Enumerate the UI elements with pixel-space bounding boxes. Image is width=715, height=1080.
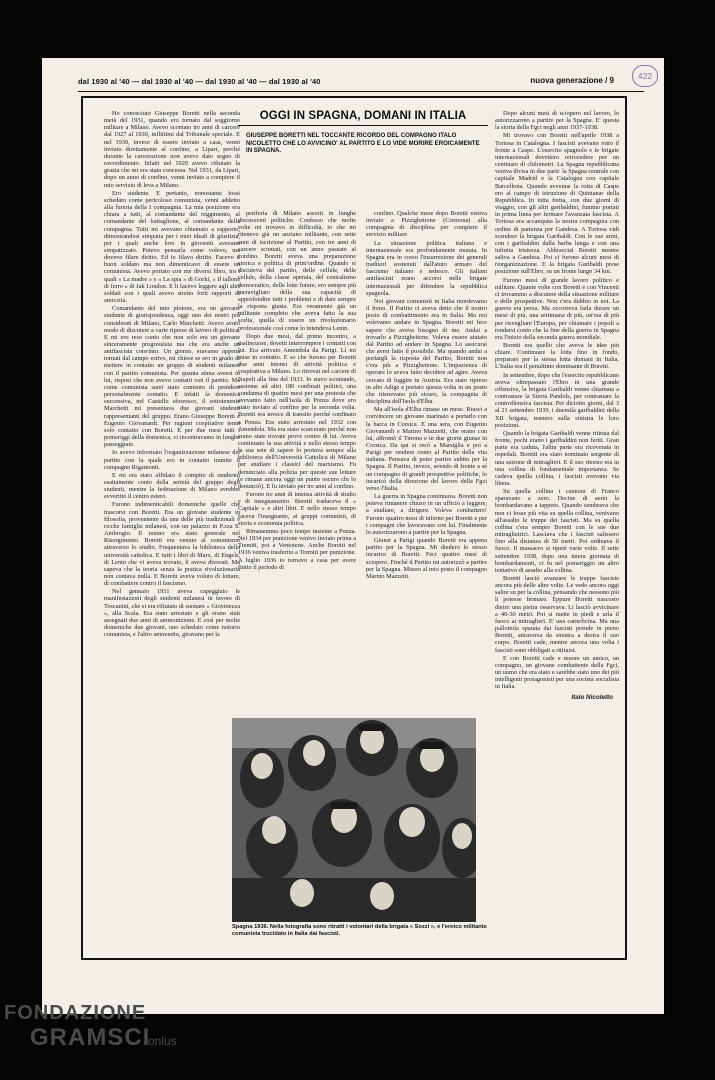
running-head-right: nuova generazione / 9 — [530, 76, 614, 85]
group-photo-illustration — [232, 718, 476, 922]
paragraph: Comandante del mio plotone, era un giovane studente di giurisprudenza, oggi uno dei nostri più considerati di Milano, Carlo Marchetti. Avevo avuto modo di discutere a varie riprese di lavoro di politica. E mi ero reso conto che non solo era un giovane sinceramente progressista ma che era anche un antifascista convinto. Un giorno, eravamo appena tornati dal campo estivo, mi chiese se ero in grado di mettere in contatto un gruppo di studenti milanesi con il partito comunista. Per quanta stima avessi in lui, risposi che non avevo contatti con il partito. Ma come comunista sarei stato contento di prendere personalmente contatto. E infatti la domenica successiva, nel Castello sforzesco, il sottotenente Marchetti mi presentava due giovani studenti rappresentanti del gruppo. Erano Giuseppe Boretti e Eugenio Giovanardi. Per ragioni cospirative tenni solo contatto con Boretti. E per due mesi tutti i pomeriggi della domenica, ci incontravamo in lunghe passeggiate. — [104, 305, 240, 449]
article-header — [238, 108, 488, 204]
newspaper-page — [42, 58, 664, 1014]
paragraph: Giunsi a Parigi quando Boretti era appena partito per la Spagna. Mi diedero lo stesso incarico di Boretti. Feci quattro mesi di sciopero. Finché il Partito mi autorizzò a partire per la Spagna. Misero al mio posto il compagno Marino Mazzetti. — [366, 537, 487, 580]
column-4 — [495, 110, 619, 952]
column-4-paragraphs — [495, 110, 619, 691]
photo-caption: Spagna 1936. Nella fotografia sono ritratti i volontari della brigata « Sozzi », e l'eroico militante comunista trucidato in Italia dai fascisti. — [232, 924, 487, 937]
paragraph: Io avevo informato l'organizzazione milanese del partito con la quale ero in contatto tramite il compagno Rigamonti. — [104, 449, 240, 471]
watermark-line2: GRAMSCI — [30, 1024, 151, 1051]
paragraph: Su quella collina i cannoni di Franco sparavano a zero. Decine di aerei la bombardavano a tappeto. Quando sembrava che non ci fosse più vita su quella collina, venivano all'assalto le truppe dei fascisti. Ma su quella collina c'era sempre Boretti con le sue due mitragliatrici. Lasciava che i fascisti salissero fino alla distanza di 50 metri. Poi ordinava il fuoco. Il massacro si ripeté varie volte. Il sette settembre 1938, dopo una intera giornata di bombardamenti, ci fu nel pomeriggio un altro tentativo di assalto alla collina. — [495, 488, 619, 574]
paragraph: Nel gennaio 1931 aveva capeggiato le manifestazioni degli studenti milanesi in favore di Toscanini, che si era rifiutato di suonare « Giovinezza », alla Scala. Era stato arrestato e gli erano stati assegnati due anni di ammonizione. E così per molte domeniche due giovani, uno schedato come notorio comunista, e l'altro ammonito, giravano per la — [104, 588, 240, 639]
running-head-left: dal 1930 al '40 — dal 1930 al '40 — dal 1930 al '40 — dal 1930 al '40 — [78, 77, 321, 86]
paragraph: confino. Qualche mese dopo Boretti veniva inviato a Pizzighettone (Cremona) alla compagnia di disciplina per compiere il servizio militare. — [366, 210, 487, 239]
paragraph: La guerra in Spagna continuava. Boretti non poteva rimanere chiuso in un ufficio a leggere, a studiare, a dirigere. Voleva combattere! Furono quattro mesi di inferno per Boretti e per i compagni che lavoravano con lui. Finalmente lo autorizzarono a partire per la Spagna. — [366, 493, 487, 536]
paragraph: Furono indimenticabili domeniche quelle che trascorsi con Boretti. Era un giovane studente in filosofia, proveniente da una delle più tradizionali e ricche famiglie milanesi, con un palazzo in P.zza S. Ambrogio. Il nonno era stato generale nel Risorgimento. Boretti era venuto al comunismo attraverso lo studio. Frequentava la biblioteca della università cattolica. E tutti i libri di Marx, di Engels, di Lenin che vi aveva trovato, li aveva divorati. Ma sapeva che la teoria senza la pratica rivoluzionaria non contava nulla. E Boretti aveva voluto di lottare, di combattere contro il fascismo. — [104, 501, 240, 588]
paragraph: In settembre, dopo che l'esercito repubblicano aveva oltrepassato l'Ebro in una grande offensiva, la brigata Garibaldi venne chiamata a contrastare la Sierra Pandols, per contrastare la controffensiva fascista. Per diciotto giorni, dal 3 al 21 settembre 1939, i duemila garibaldini della XII brigata, tennero sulla sinistra le loro posizioni. — [495, 371, 619, 429]
running-head — [78, 73, 644, 92]
watermark-line1: FONDAZIONE — [4, 1002, 147, 1024]
headline: OGGI IN SPAGNA, DOMANI IN ITALIA — [238, 108, 488, 126]
paragraph: Quando la brigata Garibaldi venne ritirata dal fronte, pochi erano i garibaldini non feriti. Gran parte era caduta, l'altra parte era ricoverata in ospedali. Boretti era stato nominato sergente di una sezione di mitraglieri. E il suo ritorno era in una collina di fondamentale importanza. Se cadeva quella collina, i fascisti avevano via libera. — [495, 429, 619, 487]
paragraph: Dopo alcuni mesi di sciopero nel lavoro, lo autorizzarono a partire per la Spagna. E' questa la storia della Fgci negli anni 1937-1938. — [495, 110, 619, 132]
paragraph: periferia di Milano assorti in lunghe discussioni politiche. Confesso che molte volte mi trovavo in difficoltà, io che mi ritenevo già un anziano militante, con sette anni di iscrizione al Partito, con tre anni di carcere scontati, con un anno passato al confino. Boretti aveva una preparazione storica e politica di prim'ordine. Quando si discuteva del partito, delle cellule, delle cellule, della classe operaia, del centralismo democratico, delle lotte future, ero sempre più meravigliato della sua capacità di approfondire tutti i problemi e di dare sempre la risposta giusta. Era veramente già un militante completo che aveva fatto la sua scelta, quella di essere un rivoluzionario professionale così come lo intendeva Lenin. — [238, 210, 356, 332]
paragraph: E con Boretti cade e muore un amico, un compagno, un giovane combattente della Fgci, un uomo che era stato e sarebbe stato uno dei più intelligenti protagonisti per una società socialista in Italia. — [495, 654, 619, 691]
column-2 — [238, 210, 356, 698]
archive-stamp: 422 — [632, 65, 658, 87]
paragraph: Furono mesi di grande lavoro politico e militare. Quante volte con Boretti e con Vincenti ci trovammo a discutere della situazione militare e delle prospettive. Non c'era dubbio in noi. La guerra era persa. Ma occorreva farla durare un mese di più, una settimana di più, un'ora di più per risvegliare l'Europa, per chiamare i popoli a rendersi conto che la fine della guerra in Spagna era l'inizio della seconda guerra mondiale. — [495, 276, 619, 341]
column-1 — [104, 110, 240, 950]
column-3 — [366, 210, 487, 698]
deck: GIUSEPPE BORETTI NEL TOCCANTE RICORDO DEL COMPAGNO ITALO NICOLETTO CHE LO AVVICINO' AL PARTITO E LO VIDE MORIRE EROICAMENTE IN SPAGNA. — [246, 132, 480, 155]
paragraph: La situazione politica italiana e internazionale era profondamente mutata. In Spagna era in corso l'insurrezione dei generali traditori sostenuti dall'aiuto armato del fascismo italiano e tedesco. Gli italiani antifascisti erano accorsi nelle brigate internazionali per difendere la repubblica spagnola. — [366, 239, 487, 297]
paragraph: Boretti lasciò avanzare le truppe fasciste ancora più delle altre volte. Le vedo ancora oggi salire su per la collina, pensando che nessuno più li potesse fermare. Eppure Boretti nascosto dietro una pietra osservava. Li lasciò avvicinare a 40-30 metri. Poi si mette in piedi e urla il fuoco ai mitraglieri. E' una carneficina. Ma una pallottola sparata dai fascisti prende in pieno Boretti, attraversa da sinistra a destra il suo corpo. Boretti cade, mentre ancora una volta i fascisti sono obbligati a ritirarsi. — [495, 575, 619, 654]
article-frame — [81, 96, 627, 960]
paragraph: Mi trovavo con Boretti nell'aprile 1938 a Tortosa in Catalogna. I fascisti avevano rotto il fronte a Caspe. L'esercito spagnolo e le brigate internazionali dovettero retrocedere per un centinaio di chilometri. La Spagna repubblicana veniva divisa in due parti: la Spagna centrale con capitale Madrid e la Catalogna con capitale Barcellona. Quando avvenne la rotta di Caspe ero al campo di istruzione di Quintanar della Repubblica. In tutta fretta, con due giorni di viaggio, con gli altri garibaldini, fummo portati in prima linea per fermare l'avanzata fascista. A Tortosa era accampata la nostra compagnia con ordine di partenza per Gandesa. A Tortosa vidi scendere la brigata Garibaldi. Con le sue armi, con i garibaldini dalla barba lunga e con una infinita tristezza. Abbracciai Boretti mentre saliva a Gandesa. Poi ci furono alcuni mesi di riorganizzazione. E la brigata Garibaldi prese posizione sull'Ebro, su un fronte lungo 34 km. — [495, 132, 619, 276]
paragraph: Ho conosciuto Giuseppe Boretti nella seconda metà del 1931, quando ero tornato dal soggiorno militare a Milano. Avevo scontato tre anni di carcere dal 1927 al 1930, inflittimi dal Tribunale speciale. E nel 1930, invece di essere inviato a casa, venni inviato direttamente al confino, a Lipari, perché durante la carcerazione non avevo dato segno di ravvedimento. Infatti nel 1929 avevo rifiutato la grazia che mi era stata concessa. Nel 1931, da Lipari, dopo un anno di confino, venni inviato a compiere il mio servizio di leva a Milano. — [104, 110, 240, 189]
paragraph: Ero studente. E pertanto, nonostante fossi schedato come pericoloso comunista, venni addetto alla fureria della I compagnia. La mia posizione era chiara a tutti, al comandante del reggimento, al comandante del battaglione, al comandante della compagnia. Tutti mi avevano chiamato a rapporto, dimostrandosi simpatia per i miei ideali di giustizia, per i quali anche loro in gioventù avevano simpatizzato. Potevo pensarla come volevo, ma dovevo filare diritto. Ed io filavo diritto. Facevo il buon soldato ma non dimenticavo di essere un comunista. Avevo portato con me diversi libro, tra i quali « La madre » e « La spia » di Gorki, « Il tallone di ferro » di Jak London. E li facevo leggere agli altri soldati con i quali avevo stretto forti rapporti di amicizia. — [104, 189, 240, 305]
paragraph: E mi era stato affidato il compito di rendermi esattamente conto della serietà del gruppo degli studenti, mentre la federazione di Milano avrebbe avvertito il centro estero. — [104, 471, 240, 501]
paragraph: Rimanemmo poco tempo insieme a Ponza. Nel 1934 per punizione venivo inviato prima a Tremiti, poi a Ventotene. Anche Boretti nel 1936 veniva trasferito a Tremiti per punizione. A luglio 1936 io tornavo a casa per avere finito il periodo di — [238, 527, 356, 571]
paragraph: Boretti era quello che aveva le idee più chiare. Continuare la lotta fino in fondo, preparare per la stessa lotta domani in Italia. L'Italia era il penultimo dominante di Boretti. — [495, 342, 619, 371]
volunteers-photo — [232, 718, 476, 922]
watermark-line3: onlus — [148, 1034, 177, 1048]
paragraph: Furono tre anni di intensa attività di studio e di insegnamento. Boretti traduceva il « Capitale » e altri libri. E nello stesso tempo faceva l'insegnante, ai gruppi comunisti, di storia e economia politica. — [238, 491, 356, 527]
paragraph: Dopo due mesi, dal primo incontro, a malincuore, dovetti interrompere i contatti con lui. Era arrivato Amendola da Parigi. Lì mi mise in contatto. E so che furono per Boretti due anni intensi di attività politica e cospirativa a Milano. Lo ritrovai nel carcere di Napoli alla fine del 1933. Io stavo scontando, assieme ad altri 180 confinati politici, una condanna di quattro mesi per una protesta che avevamo fatto nell'isola di Ponza dove ero stato inviato al confino per la seconda volta. Boretti era invece di transito perché confinato a Ponza. Era stato arrestato nel 1932 con Amendola. Ma era stato scarcerato perché non erano state trovate prove contro di lui. Aveva continuato la sua attività e nello stesso tempo la sua sete di sapere lo portava sempre alla biblioteca dell'Università Cattolica di Milano per studiare i classici del marxismo. Fu denunciato alla polizia per queste sue letture (e rimane ancora oggi un punto oscuro chi lo denunciò). E fu inviato per tre anni al confino. — [238, 332, 356, 490]
paragraph: Noi giovani comunisti in Italia mordevamo il freno. Il Partito ci aveva detto che il nostro posto di combattimento era in Italia. Ma noi volevamo andare in Spagna. Boretti mi fece sapere che aveva bisogno di me. Andai a trovarlo a Pizzighettone. Voleva essere aiutato dal Partito ad andare in Spagna. Lo assicurai che avrei fatto il possibile. Ma quando andai a portargli la risposta del Partito, Boretti non c'era più a Pizzighettone. L'impazienza di operare lo aveva fatto decidere ad agire. Aveva cercato di fuggire in Austria. Era stato ripreso in alto Adige e portato questa volta in un posto che ritenevano più sicuro, la compagnia di disciplina dell'Isola d'Elba. — [366, 297, 487, 406]
author-signature: Italo Nicoletto — [571, 693, 613, 701]
paragraph: Ma all'isola d'Elba rimase un mese. Riuscì a convincere un giovane marinaio a portarlo con la barca in Corsica. E una sera, con Eugenio Giovanardi e Marino Mazzetti, che erano con lui, affrontò il Tirreno e in due giorni giunse in Corsica. Da qui si recò a Marsiglia e poi a Parigi per rendere conto al Partito della vita italiana. Pensava di poter partire subito per la Spagna. Il Partito, invece, avendo di fronte a sé un compagno di grandi prospettive politiche, lo incaricò della direzione del lavoro della Fgci verso l'Italia. — [366, 406, 487, 492]
